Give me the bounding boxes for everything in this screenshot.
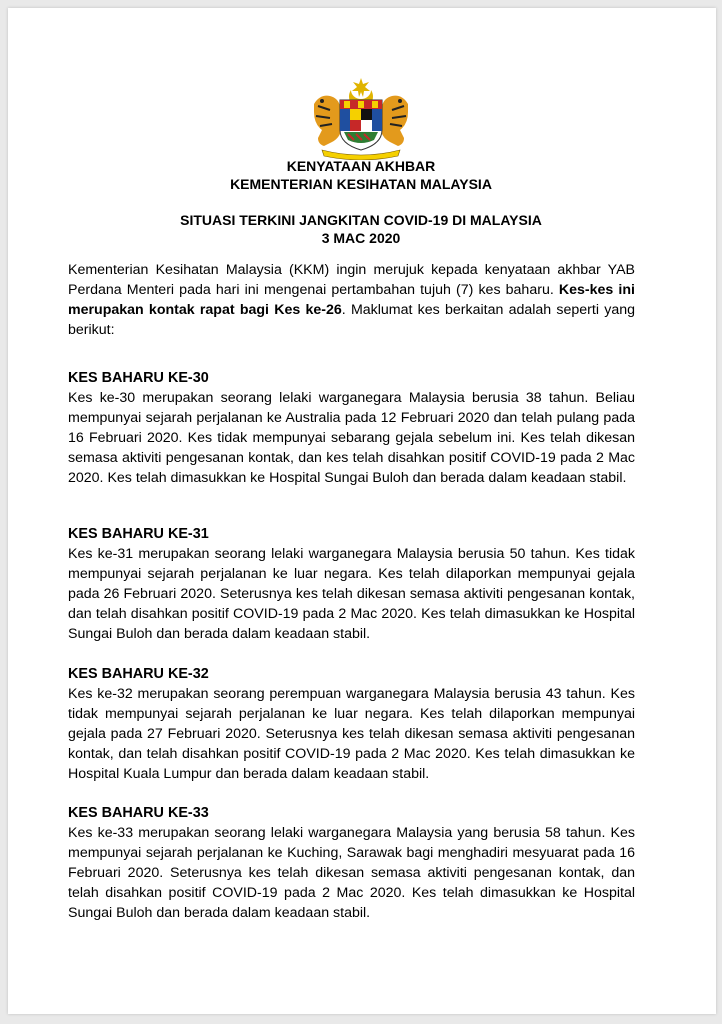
intro-paragraph — [68, 260, 635, 340]
section-title: KES BAHARU KE-33 — [68, 805, 209, 821]
section-body: Kes ke-31 merupakan seorang lelaki warganegara Malaysia berusia 50 tahun. Kes tidak mempunyai sejarah perjalanan ke luar negara. Kes telah dilaporkan mempunyai gejala pada 26 Februari 2020. Seterusnya kes telah dikesan semasa aktiviti pengesanan kontak, dan telah disahkan positif COVID-19 pada 2 Mac 2020. Kes telah dimasukkan ke Hospital Sungai Buloh dan berada dalam keadaan stabil. — [68, 546, 635, 642]
case-section-30 — [68, 368, 635, 488]
section-body: Kes ke-33 merupakan seorang lelaki warganegara Malaysia yang berusia 58 tahun. Kes mempunyai sejarah perjalanan ke Kuching, Sarawak bagi menghadiri mesyuarat pada 16 Februari 2020. Seterusnya kes telah dikesan semasa aktiviti pengesanan kontak, dan telah disahkan positif COVID-19 pada 2 Mac 2020. Kes telah dimasukkan ke Hospital Sungai Buloh dan berada dalam keadaan stabil. — [68, 825, 635, 921]
case-section-31 — [68, 524, 635, 644]
malaysia-coat-of-arms-icon — [308, 76, 414, 160]
intro-text-2: . Maklumat kes berkaitan adalah seperti yang berikut: — [68, 302, 635, 338]
case-section-32 — [68, 664, 635, 784]
header-line-2: KEMENTERIAN KESIHATAN MALAYSIA — [230, 176, 492, 192]
intro-bold-text: Kes-kes ini merupakan kontak rapat bagi Kes ke-26 — [68, 282, 635, 318]
section-title: KES BAHARU KE-31 — [68, 526, 209, 542]
intro-text-1: Kementerian Kesihatan Malaysia (KKM) ingin merujuk kepada kenyataan akhbar YAB Perdana Menteri pada hari ini mengenai pertambahan tujuh (7) kes baharu. — [68, 262, 635, 298]
section-title: KES BAHARU KE-30 — [68, 370, 209, 386]
document-subtitle: SITUASI TERKINI JANGKITAN COVID-19 DI MALAYSIA — [180, 212, 542, 228]
header-line-1: KENYATAAN AKHBAR — [286, 158, 436, 174]
section-body: Kes ke-32 merupakan seorang perempuan warganegara Malaysia berusia 43 tahun. Kes tidak mempunyai sejarah perjalanan ke luar negara. Kes telah dilaporkan mempunyai gejala pada 27 Februari 2020. Seterusnya kes telah dikesan semasa aktiviti pengesanan kontak, dan telah disahkan positif COVID-19 pada 2 Mac 2020. Kes telah dimasukkan ke Hospital Kuala Lumpur dan berada dalam keadaan stabil. — [68, 686, 635, 782]
section-body: Kes ke-30 merupakan seorang lelaki warganegara Malaysia berusia 38 tahun. Beliau mempunyai sejarah perjalanan ke Australia pada 12 Februari 2020 dan telah pulang pada 16 Februari 2020. Kes tidak mempunyai sebarang gejala sebelum ini. Kes telah dikesan semasa aktiviti pengesanan kontak, dan kes telah disahkan positif COVID-19 pada 2 Mac 2020. Kes telah dimasukkan ke Hospital Sungai Buloh dan berada dalam keadaan stabil. — [68, 390, 635, 486]
section-title: KES BAHARU KE-32 — [68, 666, 209, 682]
document-date: 3 MAC 2020 — [321, 230, 401, 246]
case-section-33 — [68, 803, 635, 923]
